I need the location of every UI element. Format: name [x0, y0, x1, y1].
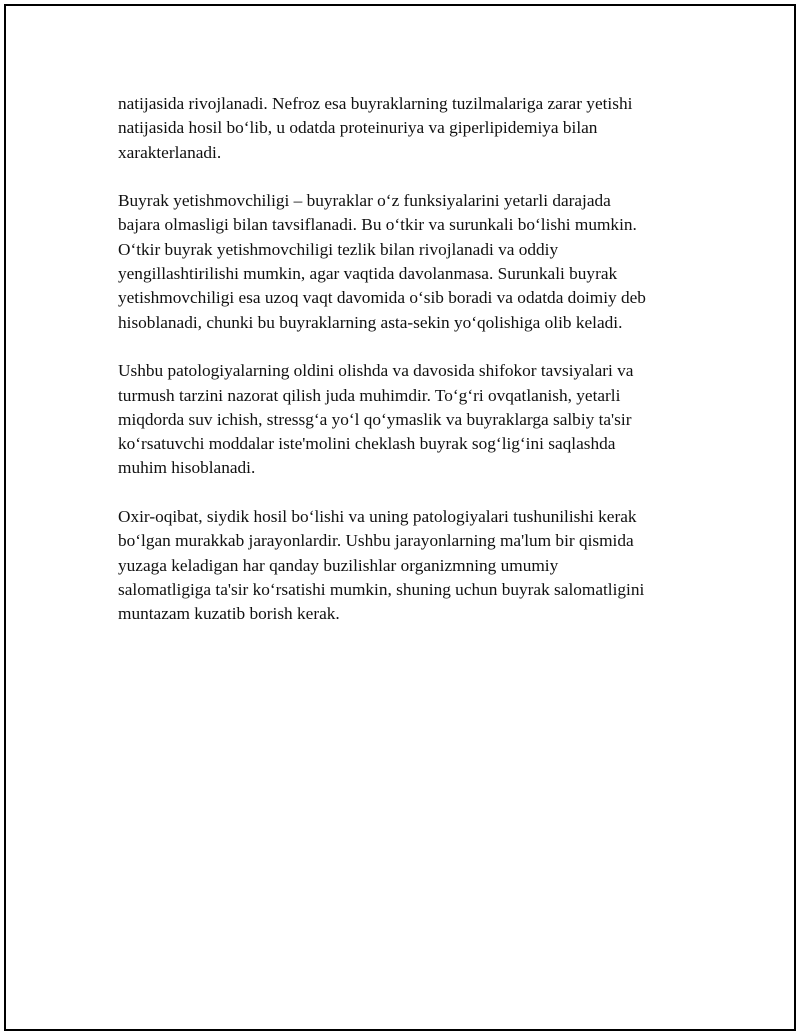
text-line: natijasida rivojlanadi. Nefroz esa buyraklarning tuzilmalariga zarar yetishi — [118, 94, 633, 113]
paragraph-4 — [118, 505, 698, 626]
paragraph-1 — [118, 92, 698, 165]
paragraph-3 — [118, 359, 698, 480]
text-line: miqdorda suv ichish, stressgʻa yoʻl qoʻymaslik va buyraklarga salbiy ta'sir — [118, 409, 632, 429]
text-line: Oxir-oqibat, siydik hosil boʻlishi va uning patologiyalari tushunilishi kerak — [118, 507, 637, 527]
text-line: turmush tarzini nazorat qilish juda muhimdir. Toʻgʻri ovqatlanish, yetarli — [118, 385, 621, 405]
text-line: koʻrsatuvchi moddalar iste'molini cheklash buyrak sogʻligʻini saqlashda — [118, 434, 616, 454]
text-line: Ushbu patologiyalarning oldini olishda va davosida shifokor tavsiyalari va — [118, 361, 634, 381]
text-line: Buyrak yetishmovchiligi – buyraklar oʻz funksiyalarini yetarli darajada — [118, 191, 611, 211]
text-line: yengillashtirilishi mumkin, agar vaqtida davolanmasa. Surunkali buyrak — [118, 264, 618, 284]
text-line: Oʻtkir buyrak yetishmovchiligi tezlik bilan rivojlanadi va oddiy — [118, 239, 559, 259]
text-line: natijasida hosil boʻlib, u odatda proteinuriya va giperlipidemiya bilan — [118, 118, 598, 138]
text-line: hisoblanadi, chunki bu buyraklarning asta-sekin yoʻqolishiga olib keladi. — [118, 312, 623, 332]
text-line: muhim hisoblanadi. — [118, 458, 256, 478]
text-line: muntazam kuzatib borish kerak. — [118, 604, 340, 624]
text-line: xarakterlanadi. — [118, 142, 222, 162]
text-line: bajara olmasligi bilan tavsiflanadi. Bu oʻtkir va surunkali boʻlishi mumkin. — [118, 215, 637, 235]
paragraph-2 — [118, 189, 698, 335]
document-body — [118, 92, 698, 651]
text-line: yetishmovchiligi esa uzoq vaqt davomida oʻsib boradi va odatda doimiy deb — [118, 288, 646, 308]
text-line: yuzaga keladigan har qanday buzilishlar organizmning umumiy — [118, 555, 559, 575]
text-line: salomatligiga ta'sir koʻrsatishi mumkin, shuning uchun buyrak salomatligini — [118, 579, 645, 599]
text-line: boʻlgan murakkab jarayonlardir. Ushbu jarayonlarning ma'lum bir qismida — [118, 531, 634, 551]
